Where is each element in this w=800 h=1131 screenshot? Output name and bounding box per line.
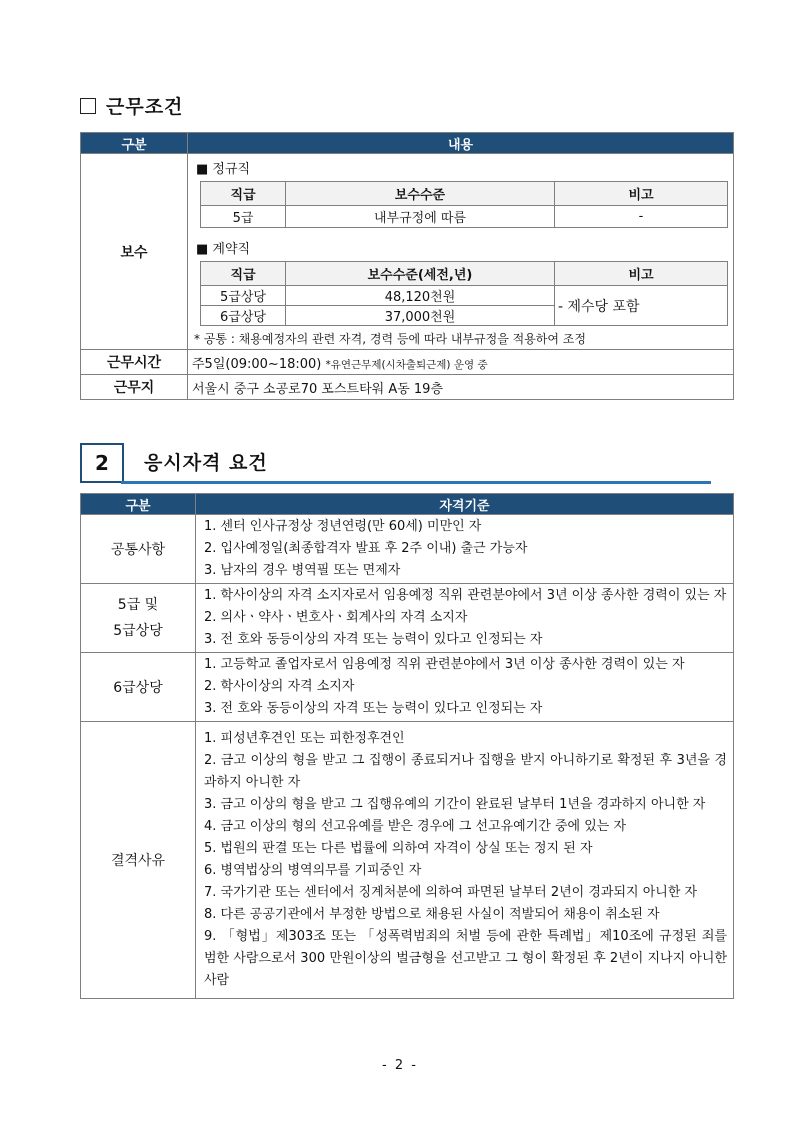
row-label [81,584,196,653]
pay-content [188,154,734,350]
list-item: 1. 피성년후견인 또는 피한정후견인 [204,731,405,746]
section-title-underline [121,481,711,484]
row-items [196,653,734,722]
row-label: 공통사항 [81,515,196,584]
qualifications-table [80,493,734,999]
list-item: 2. 의사ㆍ약사ㆍ변호사ㆍ회계사의 자격 소지자 [204,610,468,625]
list-item: 5. 법원의 판결 또는 다른 법률에 의하여 자격이 상실 또는 정지 된 자 [204,841,593,856]
qualification-row-disqualification [81,722,734,999]
table-row [201,286,728,306]
list-item: 4. 금고 이상의 형의 선고유예를 받은 경우에 그 선고유예기간 중에 있는 자 [204,819,627,834]
section-title-text: 근무조건 [106,96,184,118]
row-label-line1: 5급 및 [117,597,159,613]
hours-label: 근무시간 [81,350,188,375]
cell-remarks: - [555,206,728,228]
header-category: 구분 [81,133,188,154]
hours-content [188,350,734,375]
section-title-qualifications: 응시자격 요건 [144,452,268,474]
row-items [196,515,734,584]
location-row [81,375,734,400]
list-item: 2. 금고 이상의 형을 받고 그 집행이 종료되거나 집행을 받지 아니하기로 확정된 후 3년을 경과하지 아니한 자 [204,753,727,790]
list-item: 1. 센터 인사규정상 정년연령(만 60세) 미만인 자 [204,519,482,534]
list-item: 9. 「형법」제303조 또는 「성폭력범죄의 처벌 등에 관한 특례법」제10조에 규정된 죄를 범한 사람으로서 300 만원이상의 벌금형을 선고받고 그 형이 확정된 후 2년이 지나지 아니한 사람 [204,929,727,988]
list-item: 3. 금고 이상의 형을 받고 그 집행유예의 기간이 완료된 날부터 1년을 경과하지 아니한 자 [204,797,706,812]
list-item: 3. 전 호와 동등이상의 자격 또는 능력이 있다고 인정되는 자 [204,632,543,647]
cell-remarks-allowance: - 제수당 포함 [555,286,728,326]
work-conditions-table [80,132,734,400]
list-item: 2. 입사예정일(최종합격자 발표 후 2주 이내) 출근 가능자 [204,541,528,556]
row-label: 6급상당 [81,653,196,722]
list-item: 6. 병역법상의 병역의무를 기피중인 자 [204,863,422,878]
regular-bullet: ■ 정규직 [196,162,251,177]
cell-grade: 5급 [201,206,286,228]
table-header-row [81,133,734,154]
hours-row [81,350,734,375]
cell-grade: 6급상당 [201,306,286,326]
cell-grade: 5급상당 [201,286,286,306]
cell-pay-level: 내부규정에 따름 [286,206,555,228]
list-item: 1. 학사이상의 자격 소지자로서 임용예정 직위 관련분야에서 3년 이상 종사한 경력이 있는 자 [204,588,727,603]
col-pay-level: 보수수준(세전,년) [286,262,555,286]
col-remarks: 비고 [555,182,728,206]
qualification-row-grade5 [81,584,734,653]
list-item: 7. 국가기관 또는 센터에서 징계처분에 의하여 파면된 날부터 2년이 경과되지 아니한 자 [204,885,698,900]
header-criteria: 자격기준 [196,494,734,515]
table-row [201,206,728,228]
qualification-row-common [81,515,734,584]
row-items [196,722,734,999]
pay-label: 보수 [81,154,188,350]
cell-pay-level: 37,000천원 [286,306,555,326]
pay-row [81,154,734,350]
section-number-badge: 2 [80,443,124,483]
header-content: 내용 [188,133,734,154]
header-category: 구분 [81,494,196,515]
list-item: 8. 다른 공공기관에서 부정한 방법으로 채용된 사실이 적발되어 채용이 취소된 자 [204,907,660,922]
col-grade: 직급 [201,182,286,206]
list-item: 2. 학사이상의 자격 소지자 [204,679,355,694]
row-label-line2: 5급상당 [113,623,163,639]
hours-value: 주5일(09:00~18:00) [192,356,322,372]
qualification-row-grade6 [81,653,734,722]
pay-common-note: * 공통 : 채용예정자의 관련 자격, 경력 등에 따라 내부규정을 적용하여 조정 [194,332,586,346]
regular-pay-table [200,181,728,228]
hours-note: *유연근무제(시차출퇴근제) 운영 중 [325,358,488,371]
col-pay-level: 보수수준 [286,182,555,206]
row-items [196,584,734,653]
contract-pay-table [200,261,728,326]
row-label: 결격사유 [81,722,196,999]
cell-pay-level: 48,120천원 [286,286,555,306]
section-title-work-conditions [80,92,183,119]
list-item: 3. 전 호와 동등이상의 자격 또는 능력이 있다고 인정되는 자 [204,701,543,716]
list-item: 3. 남자의 경우 병역필 또는 면제자 [204,563,401,578]
table-header-row [81,494,734,515]
checkbox-square-icon [80,98,96,114]
list-item: 1. 고등학교 졸업자로서 임용예정 직위 관련분야에서 3년 이상 종사한 경력이 있는 자 [204,657,685,672]
col-grade: 직급 [201,262,286,286]
col-remarks: 비고 [555,262,728,286]
page-number: - 2 - [382,1058,418,1073]
location-label: 근무지 [81,375,188,400]
location-value: 서울시 중구 소공로70 포스트타워 A동 19층 [188,375,734,400]
contract-bullet: ■ 계약직 [196,242,251,257]
